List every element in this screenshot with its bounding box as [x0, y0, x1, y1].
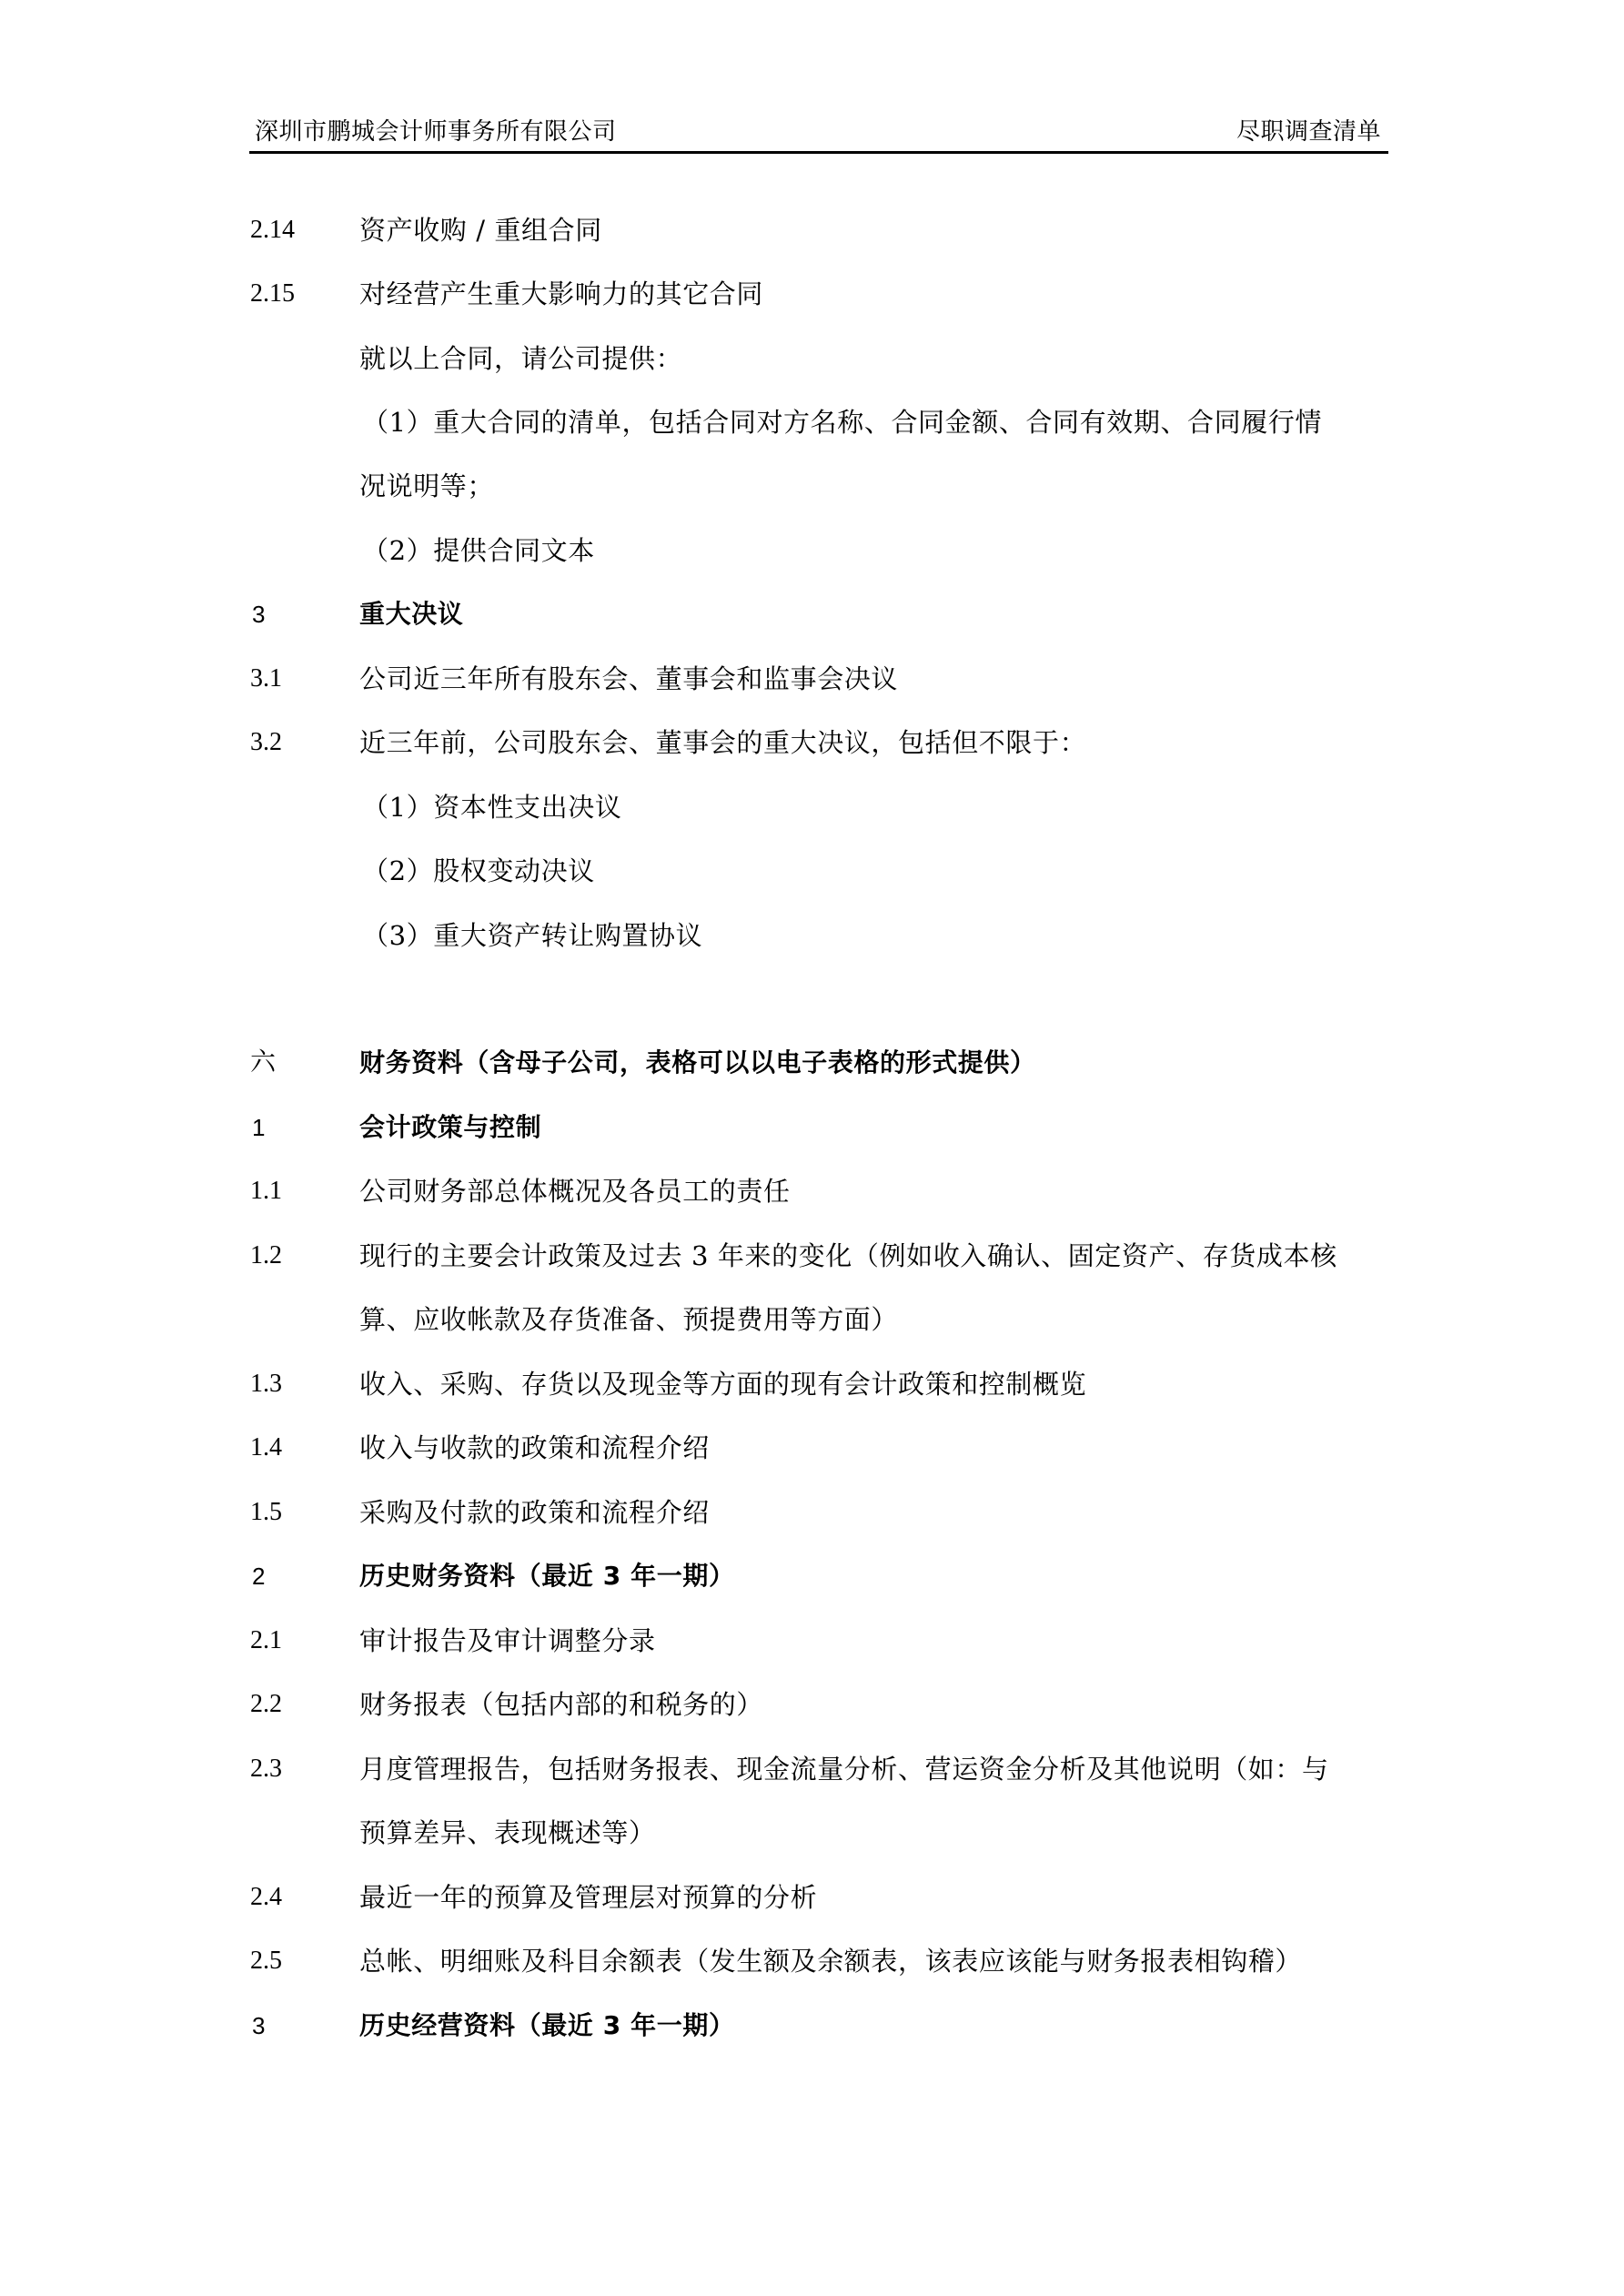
list-item — [0, 1303, 1624, 1340]
item-text: 采购及付款的政策和流程介绍 — [359, 1497, 710, 1528]
item-text: （3）重大资产转让购置协议 — [362, 920, 703, 951]
company-name: 深圳市鹏城会计师事务所有限公司 — [255, 118, 617, 146]
item-text: 况说明等； — [359, 470, 495, 501]
item-text: 收入与收款的政策和流程介绍 — [359, 1432, 710, 1463]
item-text: 资产收购 / 重组合同 — [359, 215, 602, 246]
list-item — [0, 1496, 1624, 1532]
section-title: 历史财务资料（最近 3 年一期） — [359, 1561, 735, 1591]
section-heading — [0, 1111, 1624, 1148]
section-number: 2 — [252, 1563, 266, 1590]
item-number: 2.3 — [250, 1755, 282, 1783]
item-text: （2）提供合同文本 — [362, 535, 595, 566]
list-item — [0, 1624, 1624, 1661]
item-text: 就以上合同，请公司提供： — [359, 343, 683, 374]
item-number: 1.5 — [250, 1498, 282, 1526]
item-text: 月度管理报告，包括财务报表、现金流量分析、营运资金分析及其他说明（如：与 — [359, 1754, 1329, 1785]
list-item — [0, 663, 1624, 699]
section-title: 重大决议 — [359, 599, 464, 629]
item-text: （2）股权变动决议 — [362, 855, 595, 886]
section-heading — [0, 2009, 1624, 2046]
section-heading — [0, 598, 1624, 634]
item-text: 公司财务部总体概况及各员工的责任 — [359, 1176, 791, 1207]
item-number: 2.15 — [250, 279, 295, 308]
list-item — [0, 1881, 1624, 1917]
item-number: 1.3 — [250, 1370, 282, 1398]
list-item — [0, 214, 1624, 250]
item-text: 审计报告及审计调整分录 — [359, 1625, 656, 1656]
item-text: 现行的主要会计政策及过去 3 年来的变化（例如收入确认、固定资产、存货成本核 — [359, 1240, 1337, 1271]
section-title: 历史经营资料（最近 3 年一期） — [359, 2010, 735, 2040]
item-number: 2.5 — [250, 1947, 282, 1975]
section-number: 3 — [252, 2012, 266, 2039]
item-text: （1）重大合同的清单，包括合同对方名称、合同金额、合同有效期、合同履行情 — [362, 407, 1323, 438]
chapter-heading — [0, 1047, 1624, 1083]
list-item — [0, 1239, 1624, 1276]
list-item — [0, 342, 1624, 379]
list-item — [0, 1431, 1624, 1468]
item-text: 预算差异、表现概述等） — [359, 1817, 656, 1848]
item-text: 最近一年的预算及管理层对预算的分析 — [359, 1882, 818, 1913]
list-item — [0, 791, 1624, 827]
document-title: 尽职调查清单 — [1236, 118, 1381, 146]
item-text: 总帐、明细账及科目余额表（发生额及余额表，该表应该能与财务报表相钩稽） — [359, 1946, 1303, 1977]
list-item — [0, 470, 1624, 506]
section-heading — [0, 1560, 1624, 1596]
item-text: 近三年前，公司股东会、董事会的重大决议，包括但不限于： — [359, 727, 1087, 758]
list-item — [0, 278, 1624, 314]
item-number: 1.2 — [250, 1241, 282, 1269]
list-item — [0, 406, 1624, 442]
list-item — [0, 534, 1624, 571]
item-text: 收入、采购、存货以及现金等方面的现有会计政策和控制概览 — [359, 1369, 1087, 1400]
item-number: 1.1 — [250, 1177, 282, 1205]
item-number: 2.2 — [250, 1690, 282, 1718]
item-number: 3.2 — [250, 728, 282, 756]
list-item — [0, 726, 1624, 763]
item-number: 3.1 — [250, 664, 282, 693]
item-text: 对经营产生重大影响力的其它合同 — [359, 278, 764, 309]
section-number: 3 — [252, 601, 266, 628]
list-item — [0, 1753, 1624, 1789]
item-text: （1）资本性支出决议 — [362, 792, 622, 823]
chapter-title: 财务资料（含母子公司，表格可以以电子表格的形式提供） — [359, 1047, 1036, 1077]
list-item — [0, 919, 1624, 956]
item-text: 算、应收帐款及存货准备、预提费用等方面） — [359, 1304, 899, 1335]
chapter-number: 六 — [250, 1048, 277, 1077]
item-number: 1.4 — [250, 1433, 282, 1462]
list-item — [0, 855, 1624, 891]
list-item — [0, 1816, 1624, 1853]
section-number: 1 — [252, 1114, 266, 1141]
item-text: 财务报表（包括内部的和税务的） — [359, 1689, 764, 1720]
list-item — [0, 1175, 1624, 1211]
list-item — [0, 1688, 1624, 1725]
list-item — [0, 1368, 1624, 1404]
item-number: 2.1 — [250, 1626, 282, 1654]
item-number: 2.14 — [250, 216, 295, 244]
list-item — [0, 1945, 1624, 1981]
item-text: 公司近三年所有股东会、董事会和监事会决议 — [359, 663, 899, 694]
item-number: 2.4 — [250, 1883, 282, 1911]
section-title: 会计政策与控制 — [359, 1112, 542, 1142]
